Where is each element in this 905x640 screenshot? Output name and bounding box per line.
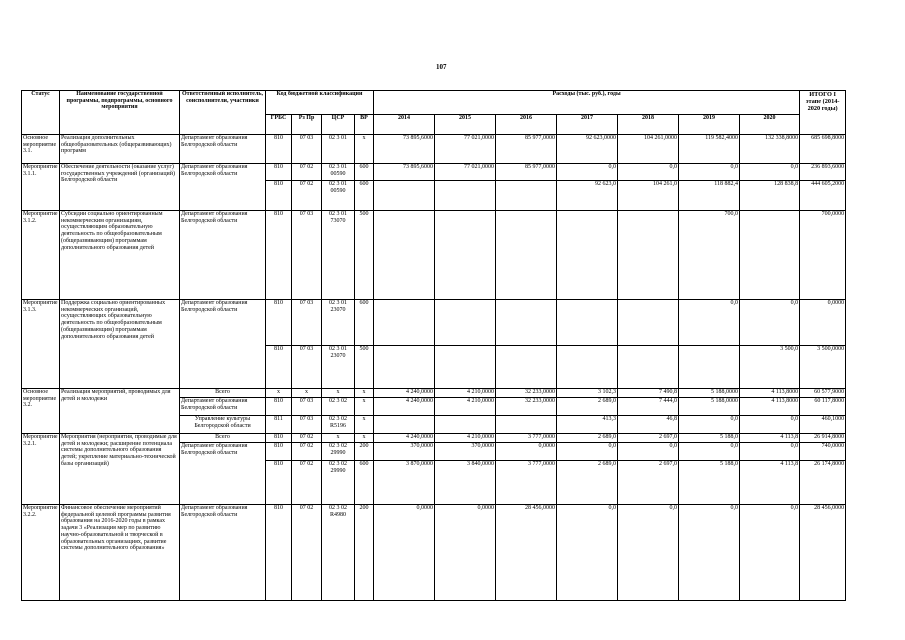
row-total: 26 174,8000 <box>800 461 846 505</box>
row-2018: 46,8 <box>618 416 679 434</box>
row-2016: 3 777,0000 <box>496 434 557 443</box>
row-2016 <box>496 181 557 211</box>
row-2015: 4 210,0000 <box>435 389 496 398</box>
row-2016: 28 456,0000 <box>496 505 557 601</box>
row-vr: 600 <box>355 461 374 505</box>
row-2020 <box>740 211 800 300</box>
row-csr: 02 3 02 R5196 <box>322 416 355 434</box>
row-csr: 02 3 02 29990 <box>322 461 355 505</box>
row-status: Мероприятие 3.2.1. <box>22 434 60 505</box>
row-2017: 0,0 <box>557 164 618 181</box>
row-2019: 5 188,0 <box>679 461 740 505</box>
row-vr: 600 <box>355 181 374 211</box>
header-year-2014: 2014 <box>374 115 435 135</box>
row-2017: 0,0 <box>557 505 618 601</box>
row-2017 <box>557 211 618 300</box>
row-2020: 0,0 <box>740 443 800 461</box>
header-name: Наименование государственной программы, подпрограммы, основного мероприятия <box>60 91 180 135</box>
header-grbs: ГРБС <box>266 115 292 135</box>
row-name: Финансовое обеспечение мероприятий федеральной целевой программы развития образования на 2016-2020 годы в рамках задачи 3 «Реализация мер по развитию научно-образовательной и творческой в образовательных организациях, развитие системы дополнительного образования» <box>60 505 180 601</box>
row-name: Реализация мероприятий, проводимых для детей и молодежи <box>60 389 180 434</box>
row-rz: 07 02 <box>292 443 322 461</box>
row-executor: Всего <box>180 389 266 398</box>
row-2014 <box>374 211 435 300</box>
row-2018: 0,0 <box>618 164 679 181</box>
row-rz: 07 03 <box>292 416 322 434</box>
row-vr: x <box>355 416 374 434</box>
row-2017: 2 689,0 <box>557 461 618 505</box>
row-2015: 370,0000 <box>435 443 496 461</box>
row-total: 60 117,8000 <box>800 398 846 416</box>
row-grbs: 810 <box>266 346 292 389</box>
row-2014 <box>374 300 435 346</box>
row-rz: 07 03 <box>292 135 322 164</box>
row-csr: 02 3 01 23070 <box>322 300 355 346</box>
row-2014: 4 240,0000 <box>374 434 435 443</box>
row-2017: 92 623,0000 <box>557 135 618 164</box>
row-2019: 5 188,0000 <box>679 389 740 398</box>
row-rz: 07 03 <box>292 211 322 300</box>
header-year-2017: 2017 <box>557 115 618 135</box>
row-grbs: 810 <box>266 135 292 164</box>
row-2015 <box>435 346 496 389</box>
row-2020: 4 113,8 <box>740 434 800 443</box>
row-2020: 0,0 <box>740 416 800 434</box>
row-grbs: 810 <box>266 434 292 443</box>
row-2017: 413,3 <box>557 416 618 434</box>
row-2020: 0,0 <box>740 300 800 346</box>
row-vr: x <box>355 434 374 443</box>
row-2016 <box>496 300 557 346</box>
row-2015 <box>435 211 496 300</box>
header-year-2020: 2020 <box>740 115 800 135</box>
header-rz: Рз Пр <box>292 115 322 135</box>
row-2014: 4 240,0000 <box>374 398 435 416</box>
row-grbs: 810 <box>266 461 292 505</box>
row-grbs: 810 <box>266 211 292 300</box>
row-status: Основное мероприятие 3.1. <box>22 135 60 164</box>
row-2014 <box>374 346 435 389</box>
row-rz: 07 03 <box>292 346 322 389</box>
row-2019: 700,0 <box>679 211 740 300</box>
row-vr: x <box>355 398 374 416</box>
row-name: Реализация дополнительных общеобразовательных (общеразвивающих) программ <box>60 135 180 164</box>
row-2018: 104 261,0 <box>618 181 679 211</box>
row-csr: 02 3 02 <box>322 398 355 416</box>
row-2014: 73 895,6000 <box>374 164 435 181</box>
row-2016: 0,0000 <box>496 443 557 461</box>
row-executor: Департамент образования Белгородской области <box>180 443 266 505</box>
row-2014 <box>374 181 435 211</box>
row-status: Мероприятие 3.1.2. <box>22 211 60 300</box>
table-row <box>22 434 846 443</box>
row-csr: 02 3 01 00590 <box>322 181 355 211</box>
row-2017: 2 689,0 <box>557 434 618 443</box>
row-status: Мероприятие 3.1.3. <box>22 300 60 389</box>
row-2018: 7 490,8 <box>618 389 679 398</box>
row-grbs: 810 <box>266 398 292 416</box>
header-executor: Ответственный исполнитель, соисполнители, участники <box>180 91 266 135</box>
row-csr: 02 3 01 23070 <box>322 346 355 389</box>
row-vr: x <box>355 389 374 398</box>
row-2018: 2 697,0 <box>618 434 679 443</box>
row-grbs: 810 <box>266 505 292 601</box>
row-2014: 0,0000 <box>374 505 435 601</box>
row-total: 28 456,0000 <box>800 505 846 601</box>
row-grbs: 810 <box>266 300 292 346</box>
row-rz: 07 03 <box>292 300 322 346</box>
row-2020: 3 500,0 <box>740 346 800 389</box>
table-row <box>22 300 846 346</box>
row-rz: 07 02 <box>292 505 322 601</box>
row-csr: 02 3 01 00590 <box>322 164 355 181</box>
row-2018 <box>618 211 679 300</box>
row-2014: 370,0000 <box>374 443 435 461</box>
row-rz: x <box>292 389 322 398</box>
row-rz: 07 02 <box>292 181 322 211</box>
row-total: 60 577,9000 <box>800 389 846 398</box>
row-2020: 128 838,8 <box>740 181 800 211</box>
row-2019: 0,0 <box>679 164 740 181</box>
row-status: Основное мероприятие 3.2. <box>22 389 60 434</box>
row-2019: 0,0 <box>679 505 740 601</box>
row-status: Мероприятие 3.1.1. <box>22 164 60 211</box>
table-row <box>22 164 846 181</box>
row-2018 <box>618 300 679 346</box>
row-2017 <box>557 346 618 389</box>
header-expenses: Расходы (тыс. руб.), годы <box>374 91 800 115</box>
row-total: 3 500,0000 <box>800 346 846 389</box>
row-2018: 104 261,0000 <box>618 135 679 164</box>
row-vr: 200 <box>355 443 374 461</box>
row-executor: Управление культуры Белгородской области <box>180 416 266 434</box>
row-2016 <box>496 346 557 389</box>
row-vr: x <box>355 135 374 164</box>
row-2016: 32 233,0000 <box>496 398 557 416</box>
row-2015: 77 021,0000 <box>435 164 496 181</box>
row-name: Субсидии социально ориентированным некоммерческим организациям, осуществляющим образовательную деятельность по общеобразовательным (общеразвивающим) программам дополнительного образования детей <box>60 211 180 300</box>
row-vr: 500 <box>355 211 374 300</box>
row-grbs: 810 <box>266 181 292 211</box>
row-executor: Департамент образования Белгородской области <box>180 300 266 389</box>
row-grbs: 810 <box>266 164 292 181</box>
row-executor: Департамент образования Белгородской области <box>180 398 266 416</box>
row-2018: 0,0 <box>618 505 679 601</box>
row-2020: 4 113,8000 <box>740 398 800 416</box>
header-year-2016: 2016 <box>496 115 557 135</box>
row-2019: 118 882,4 <box>679 181 740 211</box>
row-2017: 2 689,0 <box>557 398 618 416</box>
row-total: 740,0000 <box>800 443 846 461</box>
row-2016: 3 777,0000 <box>496 461 557 505</box>
row-2015: 77 021,0000 <box>435 135 496 164</box>
row-name: Поддержка социально ориентированных некоммерческих организаций, осуществляющих образовательную деятельность по общеобразовательным (общеразвивающим) программам дополнительного образования детей <box>60 300 180 389</box>
row-executor: Департамент образования Белгородской области <box>180 135 266 164</box>
row-2019: 0,0 <box>679 443 740 461</box>
row-csr: 02 3 02 R4980 <box>322 505 355 601</box>
header-budget-code: Код бюджетной классификации <box>266 91 374 115</box>
header-csr: ЦСР <box>322 115 355 135</box>
row-grbs: 810 <box>266 443 292 461</box>
table-row <box>22 505 846 601</box>
row-rz: 07 03 <box>292 398 322 416</box>
row-total: 700,0000 <box>800 211 846 300</box>
row-2015 <box>435 181 496 211</box>
row-2015: 4 210,0000 <box>435 398 496 416</box>
row-2019: 5 188,0 <box>679 434 740 443</box>
row-2017: 3 102,3 <box>557 389 618 398</box>
row-2016: 32 233,0000 <box>496 389 557 398</box>
row-2015: 0,0000 <box>435 505 496 601</box>
row-executor: Всего <box>180 434 266 443</box>
row-2016 <box>496 416 557 434</box>
row-2015 <box>435 416 496 434</box>
row-2019: 0,0 <box>679 300 740 346</box>
row-csr: 02 3 01 73070 <box>322 211 355 300</box>
row-2015: 4 210,0000 <box>435 434 496 443</box>
row-2017 <box>557 300 618 346</box>
row-2020: 4 113,8000 <box>740 389 800 398</box>
header-year-2019: 2019 <box>679 115 740 135</box>
row-name: Обеспечение деятельности (оказание услуг) государственных учреждений (организаций) Белгородской области <box>60 164 180 211</box>
row-2017: 92 623,0 <box>557 181 618 211</box>
header-status: Статус <box>22 91 60 135</box>
row-2019: 0,0 <box>679 416 740 434</box>
row-total: 26 914,8000 <box>800 434 846 443</box>
row-total: 0,0000 <box>800 300 846 346</box>
table-row <box>22 211 846 300</box>
header-total: ИТОГО I этапе (2014-2020 годы) <box>800 91 846 135</box>
row-vr: 200 <box>355 505 374 601</box>
header-year-2018: 2018 <box>618 115 679 135</box>
row-csr: 02 3 02 29990 <box>322 443 355 461</box>
row-grbs: x <box>266 389 292 398</box>
row-2020: 132 338,8000 <box>740 135 800 164</box>
row-2020: 0,0 <box>740 164 800 181</box>
page-number: 107 <box>436 63 447 71</box>
row-rz: 07 02 <box>292 434 322 443</box>
row-name: Мероприятия (нероприятия, проводимые для детей и молодежи; расширение потенциала системы дополнительного образования детей; укрепление материально-технической базы организаций) <box>60 434 180 505</box>
row-2016 <box>496 211 557 300</box>
row-2019: 119 582,4000 <box>679 135 740 164</box>
row-2016: 85 977,0000 <box>496 164 557 181</box>
row-csr: x <box>322 434 355 443</box>
row-rz: 07 02 <box>292 461 322 505</box>
row-2014: 73 895,6000 <box>374 135 435 164</box>
row-csr: 02 3 01 <box>322 135 355 164</box>
header-vr: ВР <box>355 115 374 135</box>
row-2018: 0,0 <box>618 443 679 461</box>
row-2015 <box>435 300 496 346</box>
row-2018 <box>618 346 679 389</box>
row-executor: Департамент образования Белгородской области <box>180 164 266 211</box>
row-vr: 600 <box>355 164 374 181</box>
row-csr: x <box>322 389 355 398</box>
row-2019 <box>679 346 740 389</box>
row-2018: 2 697,0 <box>618 461 679 505</box>
row-2020: 4 113,8 <box>740 461 800 505</box>
row-vr: 500 <box>355 346 374 389</box>
row-executor: Департамент образования Белгородской области <box>180 211 266 300</box>
budget-table <box>21 90 846 601</box>
row-2014: 3 870,0000 <box>374 461 435 505</box>
row-executor: Департамент образования Белгородской области <box>180 505 266 601</box>
row-2017: 0,0 <box>557 443 618 461</box>
row-2020: 0,0 <box>740 505 800 601</box>
row-vr: 600 <box>355 300 374 346</box>
row-2016: 85 977,0000 <box>496 135 557 164</box>
row-grbs: 811 <box>266 416 292 434</box>
row-total: 460,1000 <box>800 416 846 434</box>
row-2015: 3 840,0000 <box>435 461 496 505</box>
row-2019: 5 188,0000 <box>679 398 740 416</box>
row-status: Мероприятие 3.2.2. <box>22 505 60 601</box>
row-total: 236 893,6000 <box>800 164 846 181</box>
row-total: 444 605,2000 <box>800 181 846 211</box>
row-2014 <box>374 416 435 434</box>
row-2014: 4 240,0000 <box>374 389 435 398</box>
row-total: 685 698,8000 <box>800 135 846 164</box>
table-row <box>22 135 846 164</box>
table-row <box>22 389 846 398</box>
row-rz: 07 02 <box>292 164 322 181</box>
header-year-2015: 2015 <box>435 115 496 135</box>
row-2018: 7 444,0 <box>618 398 679 416</box>
